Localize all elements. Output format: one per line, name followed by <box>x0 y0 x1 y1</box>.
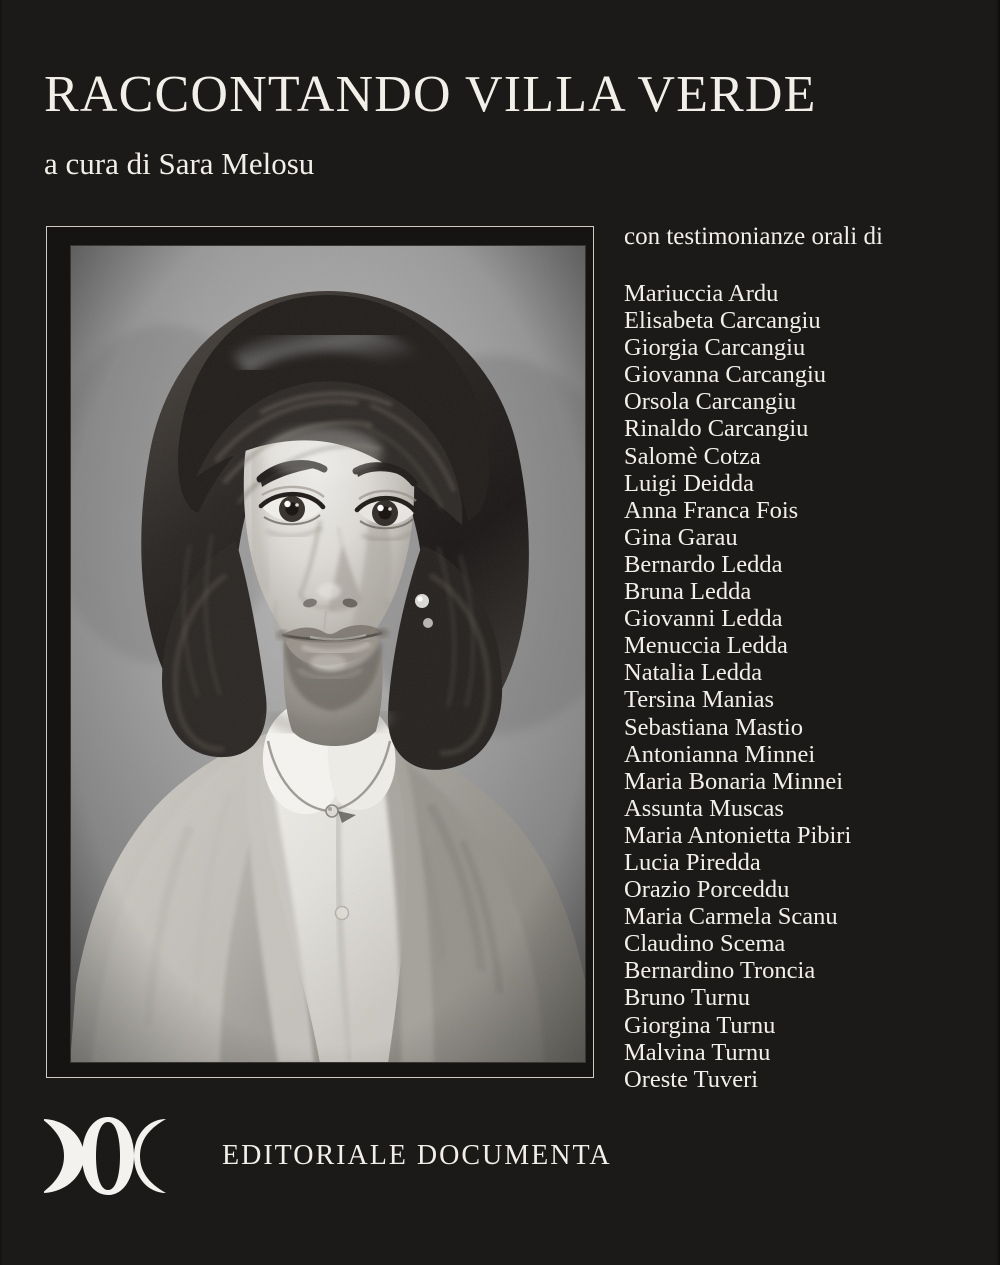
list-item: Giorgina Turnu <box>624 1011 776 1039</box>
list-item: Orsola Carcangiu <box>624 388 797 416</box>
list-item: Gina Garau <box>624 523 738 551</box>
list-item: Lucia Piredda <box>624 848 761 876</box>
publisher-name: EDITORIALE DOCUMENTA <box>222 1140 612 1171</box>
list-item: Maria Bonaria Minnei <box>624 767 844 795</box>
list-item: Giovanni Ledda <box>624 605 783 633</box>
list-item: Anna Franca Fois <box>624 496 799 524</box>
list-item: Natalia Ledda <box>624 659 763 687</box>
list-item: Giovanna Carcangiu <box>624 361 827 389</box>
list-item: Sebastiana Mastio <box>624 713 803 741</box>
list-item: Bernardo Ledda <box>624 550 783 578</box>
list-item: Rinaldo Carcangiu <box>624 415 809 443</box>
portrait-photo-frame <box>46 226 594 1078</box>
list-item: Giorgia Carcangiu <box>624 334 806 362</box>
list-item: Luigi Deidda <box>624 469 754 497</box>
list-item: Antonianna Minnei <box>624 740 816 768</box>
list-item: Menuccia Ledda <box>624 632 788 660</box>
list-item: Bernardino Troncia <box>624 957 816 985</box>
list-item: Elisabeta Carcangiu <box>624 307 821 335</box>
list-item: Bruno Turnu <box>624 984 750 1012</box>
contributors-list <box>624 280 994 1093</box>
editor-byline: a cura di Sara Melosu <box>44 146 315 181</box>
page-title: RACCONTANDO VILLA VERDE <box>44 66 817 123</box>
contributors-heading: con testimonianze orali di <box>624 223 883 250</box>
list-item: Mariuccia Ardu <box>624 280 779 307</box>
list-item: Maria Carmela Scanu <box>624 903 838 931</box>
publisher-block <box>44 1113 612 1199</box>
portrait-photo <box>70 245 586 1063</box>
documenta-doc-logo-icon <box>44 1113 172 1199</box>
list-item: Maria Antonietta Pibiri <box>624 821 852 849</box>
portrait-photo-illustration <box>70 245 586 1063</box>
list-item: Oreste Tuveri <box>624 1065 759 1093</box>
page-edge-right-shadow <box>996 0 1000 1265</box>
list-item: Bruna Ledda <box>624 578 752 606</box>
page-edge-left-shadow <box>0 0 3 1265</box>
list-item: Assunta Muscas <box>624 794 784 822</box>
list-item: Claudino Scema <box>624 930 786 958</box>
list-item: Tersina Manias <box>624 686 775 714</box>
list-item: Salomè Cotza <box>624 442 761 470</box>
list-item: Malvina Turnu <box>624 1038 771 1066</box>
list-item: Orazio Porceddu <box>624 876 790 904</box>
